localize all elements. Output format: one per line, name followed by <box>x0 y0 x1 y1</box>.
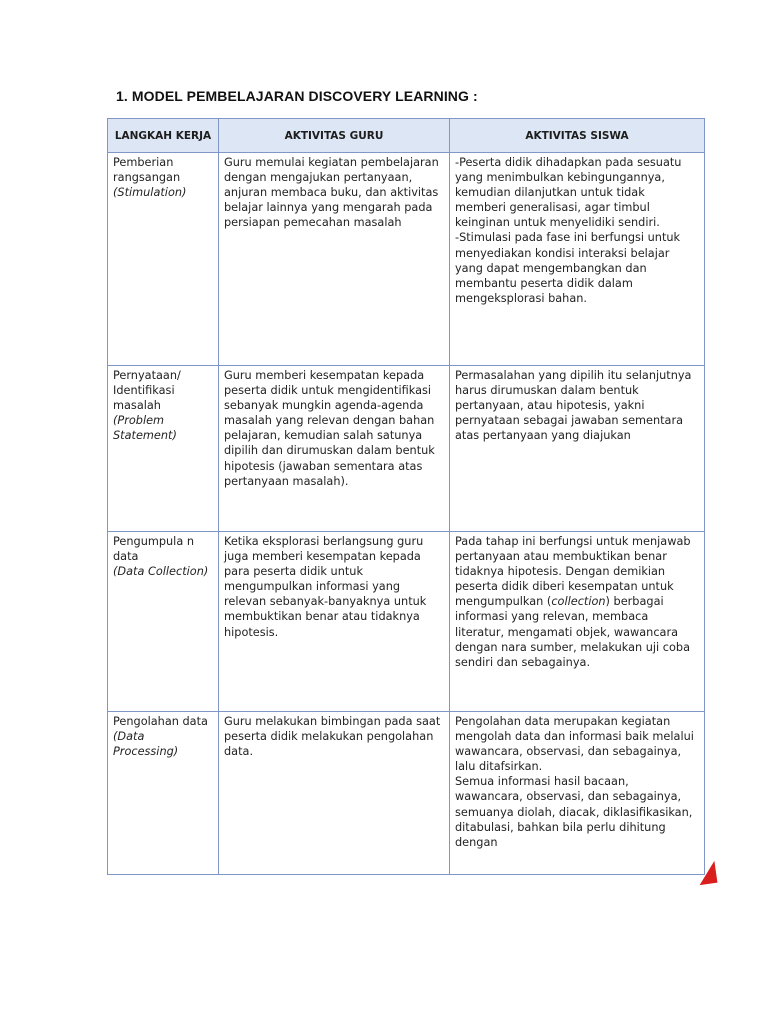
page-corner-mark <box>697 861 718 885</box>
step-name-english: (Data Collection) <box>113 565 209 579</box>
table-row-data-processing <box>108 712 705 875</box>
siswa-cell: Pengolahan data merupakan kegiatan mengolah data dan informasi baik melalui wawancara, observasi, dan sebagainya, lalu ditafsirkan. Semua informasi hasil bacaan, wawancara, observasi, dan sebagainya, semuanya diolah, diacak, diklasifikasikan, ditabulasi, bahkan bila perlu dihitung dengan <box>450 712 705 875</box>
step-name: Pengumpula n data <box>113 535 194 564</box>
step-cell <box>108 712 219 875</box>
step-cell <box>108 153 219 366</box>
step-name: Pemberian rangsangan <box>113 156 181 185</box>
guru-cell: Guru memulai kegiatan pembelajaran dengan mengajukan pertanyaan, anjuran membaca buku, dan aktivitas belajar lainnya yang mengarah pada persiapan pemecahan masalah <box>219 153 450 366</box>
guru-cell: Guru memberi kesempatan kepada peserta didik untuk mengidentifikasi sebanyak mungkin agenda-agenda masalah yang relevan dengan bahan pelajaran, kemudian salah satunya dipilih dan dirumuskan dalam bentuk hipotesis (jawaban sementara atas pertanyaan masalah). <box>219 366 450 532</box>
table-row-problem-statement <box>108 366 705 532</box>
step-name-english: (Problem Statement) <box>113 414 177 443</box>
header-aktivitas-guru: AKTIVITAS GURU <box>219 119 450 153</box>
siswa-cell <box>450 532 705 712</box>
siswa-text-end: ) berbagai informasi yang relevan, membaca literatur, mengamati objek, wawancara dengan nara sumber, melakukan uji coba sendiri dan sebagainya. <box>455 595 690 669</box>
step-name-english: (Data Processing) <box>113 730 179 759</box>
siswa-cell: Permasalahan yang dipilih itu selanjutnya harus dirumuskan dalam bentuk pertanyaan, atau hipotesis, yakni pernyataan sebagai jawaban sementara atas pertanyaan yang diajukan <box>450 366 705 532</box>
siswa-cell: -Peserta didik dihadapkan pada sesuatu yang menimbulkan kebingungannya, kemudian dilanjutkan untuk tidak memberi generalisasi, agar timbul keinginan untuk menyelidiki sendiri. -Stimulasi pada fase ini berfungsi untuk menyediakan kondisi interaksi belajar yang dapat mengembangkan dan membantu peserta didik dalam mengeksplorasi bahan. <box>450 153 705 366</box>
header-langkah-kerja: LANGKAH KERJA <box>108 119 219 153</box>
step-cell <box>108 532 219 712</box>
siswa-text-italic: collection <box>551 595 606 609</box>
siswa-text-start: Pada tahap ini berfungsi untuk menjawab pertanyaan atau membuktikan benar tidaknya hipotesis. Dengan demikian peserta didik diberi kesempatan untuk mengumpulkan ( <box>455 535 691 609</box>
table-row-data-collection <box>108 532 705 712</box>
step-name: Pernyataan/ Identifikasi masalah <box>113 369 181 413</box>
header-aktivitas-siswa: AKTIVITAS SISWA <box>450 119 705 153</box>
guru-cell: Ketika eksplorasi berlangsung guru juga memberi kesempatan kepada para peserta didik untuk mengumpulkan informasi yang relevan sebanyak-banyaknya untuk membuktikan benar atau tidaknya hipotesis. <box>219 532 450 712</box>
table-row-stimulation <box>108 153 705 366</box>
steps-table <box>107 118 705 875</box>
step-name-english: (Stimulation) <box>113 186 187 200</box>
step-name: Pengolahan data <box>113 715 208 728</box>
discovery-learning-table <box>107 118 704 874</box>
guru-cell: Guru melakukan bimbingan pada saat peserta didik melakukan pengolahan data. <box>219 712 450 875</box>
section-heading: 1. MODEL PEMBELAJARAN DISCOVERY LEARNING : <box>116 88 478 104</box>
table-header-row <box>108 119 705 153</box>
step-cell <box>108 366 219 532</box>
